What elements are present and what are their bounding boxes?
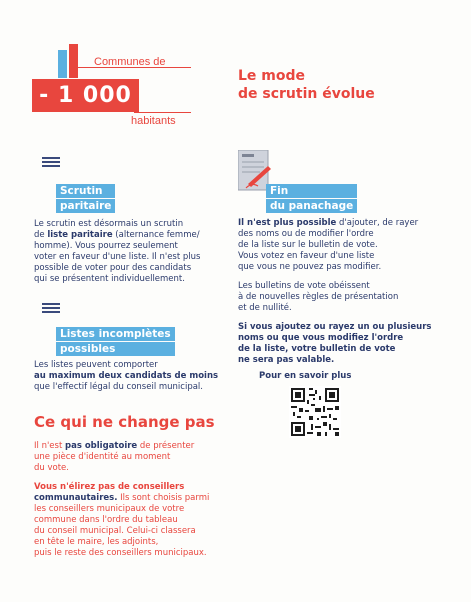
unchanged-line: les conseillers municipaux de votre xyxy=(34,504,185,514)
scrutin-text xyxy=(34,219,234,285)
panachage-line: Les bulletins de vote obéissent xyxy=(238,281,370,291)
listes-text xyxy=(34,360,234,393)
unchanged-line: puis le reste des conseillers municipaux. xyxy=(34,548,207,558)
scrutin-line: qui se présentent individuellement. xyxy=(34,274,185,284)
unchanged-line: une pièce d'identité au moment xyxy=(34,452,171,462)
scrutin-line: Le scrutin est désormais un scrutin xyxy=(34,219,184,229)
panachage-badge xyxy=(266,184,357,214)
scrutin-badge-line2: paritaire xyxy=(56,199,115,213)
unchanged-line: commune dans l'ordre du tableau xyxy=(34,515,178,525)
panachage-text xyxy=(238,218,448,366)
title-line-2: de scrutin évolue xyxy=(238,86,375,102)
unchanged-line: communautaires. Ils sont choisis parmi xyxy=(34,493,210,503)
panachage-line: de la liste, votre bulletin de vote xyxy=(238,344,396,354)
scrutin-badge xyxy=(56,184,115,214)
unchanged-text xyxy=(34,441,239,559)
unchanged-line: du conseil municipal. Celui-ci classera xyxy=(34,526,196,536)
scrutin-line: de liste paritaire (alternance femme/ xyxy=(34,230,200,240)
panachage-line: de la liste sur le bulletin de vote. xyxy=(238,240,378,250)
listes-badge xyxy=(56,327,175,357)
panachage-line: et de nullité. xyxy=(238,303,292,313)
panachage-badge-line2: du panachage xyxy=(266,199,357,213)
logo-number: - 1 000 xyxy=(39,83,132,108)
listes-line: au maximum deux candidats de moins xyxy=(34,371,219,381)
panachage-line: ne sera pas valable. xyxy=(238,355,335,365)
panachage-line: Il n'est plus possible d'ajouter, de rayer xyxy=(238,218,419,228)
more-info-label: Pour en savoir plus xyxy=(259,371,352,381)
logo-rule-bottom xyxy=(134,112,191,113)
listes-line: que l'effectif légal du conseil municipal. xyxy=(34,382,203,392)
unchanged-line: Vous n'élirez pas de conseillers xyxy=(34,482,185,492)
panachage-line: à de nouvelles règles de présentation xyxy=(238,292,399,302)
unchanged-line: en tête le maire, les adjoints, xyxy=(34,537,159,547)
list-doc-icon xyxy=(42,303,60,317)
qr-code-icon[interactable] xyxy=(289,386,341,438)
listes-line: Les listes peuvent comporter xyxy=(34,360,158,370)
panachage-line: Vous votez en faveur d'une liste xyxy=(238,251,375,261)
scrutin-line: voter en faveur d'une liste. Il n'est plus xyxy=(34,252,201,262)
list-doc-icon xyxy=(42,157,60,171)
unchanged-line: du vote. xyxy=(34,463,69,473)
logo-bottom-text: habitants xyxy=(131,115,176,127)
listes-badge-line1: Listes incomplètes xyxy=(56,327,175,341)
panachage-line: Si vous ajoutez ou rayez un ou plusieurs xyxy=(238,322,432,332)
page-title xyxy=(238,67,375,103)
panachage-badge-line1: Fin xyxy=(266,184,357,198)
panachage-line: des noms ou de modifier l'ordre xyxy=(238,229,374,239)
unchanged-line: Il n'est pas obligatoire de présenter xyxy=(34,441,195,451)
scrutin-line: possible de voter pour des candidats xyxy=(34,263,192,273)
listes-badge-line2: possibles xyxy=(56,342,175,356)
section-title-unchanged: Ce qui ne change pas xyxy=(34,413,215,431)
scrutin-line: homme). Vous pourrez seulement xyxy=(34,241,178,251)
logo-mark-icon xyxy=(58,44,82,78)
scrutin-badge-line1: Scrutin xyxy=(56,184,115,198)
logo-top-text: Communes de xyxy=(94,56,166,68)
title-line-1: Le mode xyxy=(238,68,306,84)
panachage-line: noms ou que vous modifiez l'ordre xyxy=(238,333,404,343)
panachage-line: que vous ne pouvez pas modifier. xyxy=(238,262,382,272)
